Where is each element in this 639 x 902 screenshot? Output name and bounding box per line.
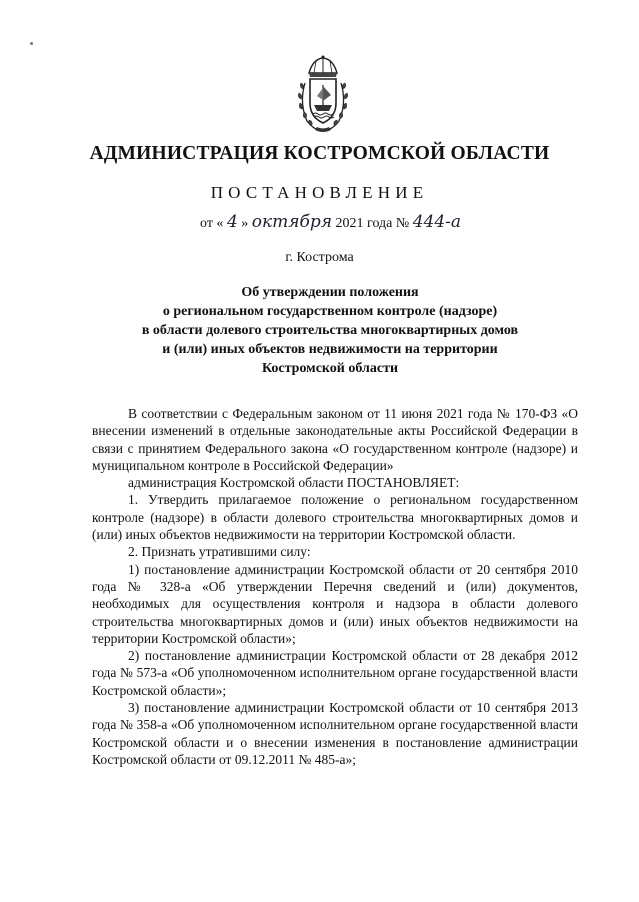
date-month: октября [251,212,333,232]
scan-dot [30,42,33,45]
issue-city: г. Кострома [285,250,354,265]
title-line: и (или) иных объектов недвижимости на территории [162,342,498,357]
subitem-2-paragraph: 2) постановление администрации Костромской области от 28 декабря 2012 года № 573-а «Об уполномоченном исполнительном органе государственной власти Костромской области»; [92,648,578,698]
date-day-close: » [241,216,249,231]
title-line: о региональном государственном контроле (надзоре) [162,304,498,319]
kostroma-coat-of-arms-icon [295,55,351,135]
document-type: ПОСТАНОВЛЕНИЕ [210,183,429,202]
date-year: 2021 года № [335,216,410,231]
date-line [200,212,461,232]
subitem-1-paragraph: 1) постановление администрации Костромской области от 20 сентября 2010 года № 328-а «Об утверждении Перечня сведений и (или) документов, необходимых для осуществления контроля и надзора в области долевого строительства многоквартирных домов и (или) иных объектов недвижимости на территории Костромской области»; [92,561,578,646]
title-line: Об утверждении положения [241,285,419,300]
document-number: 444-а [412,212,462,232]
date-prefix: от « [200,216,224,231]
date-day: 4 [226,212,238,232]
document-body [92,405,578,768]
item-2-paragraph: 2. Признать утратившими силу: [128,544,311,560]
title-line: Костромской области [261,361,399,376]
title-line: в области долевого строительства многоквартирных домов [141,323,519,338]
organization-name: АДМИНИСТРАЦИЯ КОСТРОМСКОЙ ОБЛАСТИ [89,143,550,164]
item-1-paragraph: 1. Утвердить прилагаемое положение о региональном государственном контроле (надзоре) в области долевого строительства многоквартирных домов и (или) иных объектов недвижимости на территории Костромской области. [92,492,578,543]
decree-paragraph: администрация Костромской области ПОСТАНОВЛЯЕТ: [128,475,460,491]
preamble-paragraph: В соответствии с Федеральным законом от 11 июня 2021 года № 170-ФЗ «О внесении изменений в отдельные законодательные акты Российской Федерации в связи с принятием Федерального закона «О государственном контроле (надзоре) и муниципальном контроле в Российской Федерации» [92,406,578,473]
subitem-3-paragraph: 3) постановление администрации Костромской области от 10 сентября 2013 года № 358-а «Об уполномоченном исполнительном органе государственной власти Костромской области и о внесении изменения в постановление администрации Костромской области от 09.12.2011 № 485-а»; [92,700,578,767]
document-title [60,283,600,378]
